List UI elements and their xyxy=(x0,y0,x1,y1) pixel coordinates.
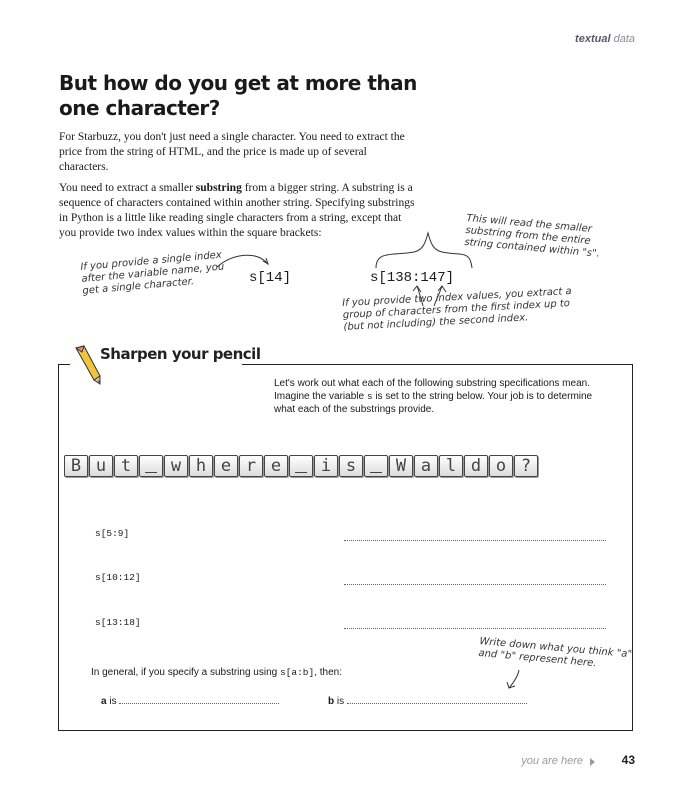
tile-char: s xyxy=(345,456,357,476)
answer-line-2[interactable] xyxy=(344,583,606,585)
intro-variable: s xyxy=(366,391,373,402)
char-tile xyxy=(464,455,488,477)
annotation-single-index: If you provide a single index after the variable name, you get a single character. xyxy=(80,249,225,297)
b-answer xyxy=(328,695,527,707)
annotation-write-down: Write down what you think "a" and "b" represent here. xyxy=(477,636,633,670)
tile-char: t xyxy=(120,456,132,476)
char-tile xyxy=(264,455,288,477)
char-tile xyxy=(439,455,463,477)
general-post: , then: xyxy=(314,667,343,678)
substring-expr-2: s[10:12] xyxy=(95,572,141,583)
brace-range xyxy=(376,233,472,268)
char-tile xyxy=(114,455,138,477)
space-tile xyxy=(139,455,163,477)
general-code: s[a:b] xyxy=(280,667,315,678)
footer-you-are-here: you are here xyxy=(521,755,583,767)
tile-char: h xyxy=(195,456,207,476)
a-label: a xyxy=(101,696,107,707)
tile-char: e xyxy=(220,456,232,476)
tile-char: d xyxy=(470,456,482,476)
annotation-read-substring: This will read the smaller substring from the entire string contained within "s". xyxy=(463,213,601,260)
a-answer xyxy=(101,695,279,707)
title-line-1: But how do you get at more than xyxy=(59,71,417,95)
tile-char: u xyxy=(95,456,107,476)
sharpen-intro xyxy=(274,377,594,416)
tile-char: w xyxy=(170,456,182,476)
tile-char: ? xyxy=(520,456,532,476)
tile-char: a xyxy=(420,456,432,476)
p2-post: from a bigger string. A substring is a sequence of characters contained within another string. Specifying substrings in Python is a little like reading single characters from a string, except that you provide two index values within the square brackets: xyxy=(59,182,415,239)
p2-bold: substring xyxy=(195,182,242,194)
sharpen-title: Sharpen your pencil xyxy=(100,345,261,363)
intro-part-2: is set to the string below. Your job is to determine what each of the substrings provide. xyxy=(274,391,593,415)
annotation-two-index: If you provide two index values, you extract a group of characters from the first index up to (but not including) the second index. xyxy=(342,285,572,333)
char-tile xyxy=(389,455,413,477)
header-normal: data xyxy=(613,33,635,45)
char-tile xyxy=(64,455,88,477)
general-statement xyxy=(91,667,342,678)
char-tile xyxy=(89,455,113,477)
b-answer-line[interactable] xyxy=(347,695,527,704)
tile-char: e xyxy=(270,456,282,476)
space-tile xyxy=(364,455,388,477)
page-number: 43 xyxy=(621,753,635,767)
tile-char: W xyxy=(395,456,407,476)
substring-expr-3: s[13:18] xyxy=(95,617,141,628)
substring-expr-1: s[5:9] xyxy=(95,528,130,539)
tile-char: B xyxy=(70,456,82,476)
char-tile xyxy=(514,455,538,477)
arrow-first-index-head xyxy=(413,286,421,292)
char-tile xyxy=(414,455,438,477)
b-label: b xyxy=(328,696,335,707)
char-tile xyxy=(189,455,213,477)
answer-line-1[interactable] xyxy=(344,539,606,541)
a-answer-line[interactable] xyxy=(119,695,279,704)
space-underscore xyxy=(370,472,382,473)
pencil-icon xyxy=(70,344,102,386)
intro-part-1: Let's work out what each of the following substring specifications mean. Imagine the variable xyxy=(274,378,590,402)
char-tile xyxy=(339,455,363,477)
space-underscore xyxy=(145,472,157,473)
footer-arrow-icon xyxy=(590,758,595,766)
string-tiles xyxy=(64,455,538,477)
title-line-2: one character? xyxy=(59,96,220,120)
sharpen-heading xyxy=(70,344,261,374)
arrow-second-index-head xyxy=(438,286,446,292)
tile-char: r xyxy=(245,456,257,476)
header-bold: textual xyxy=(575,33,611,45)
general-pre: In general, if you specify a substring using xyxy=(91,667,280,678)
tile-char: l xyxy=(445,456,457,476)
space-underscore xyxy=(295,472,307,473)
char-tile xyxy=(489,455,513,477)
answer-line-3[interactable] xyxy=(344,627,606,629)
code-range-index: s[138:147] xyxy=(370,270,455,286)
tile-char: i xyxy=(320,456,332,476)
a-is: is xyxy=(109,696,117,707)
p2-pre: You need to extract a smaller xyxy=(59,182,196,194)
space-tile xyxy=(289,455,313,477)
char-tile xyxy=(164,455,188,477)
tile-char: o xyxy=(495,456,507,476)
char-tile xyxy=(239,455,263,477)
char-tile xyxy=(314,455,338,477)
b-is: is xyxy=(336,696,345,707)
paragraph-1: For Starbuzz, you don't just need a single character. You need to extract the price from the string of HTML, and the price is made up of several characters. xyxy=(59,131,405,173)
char-tile xyxy=(214,455,238,477)
code-single-index: s[14] xyxy=(249,270,292,286)
